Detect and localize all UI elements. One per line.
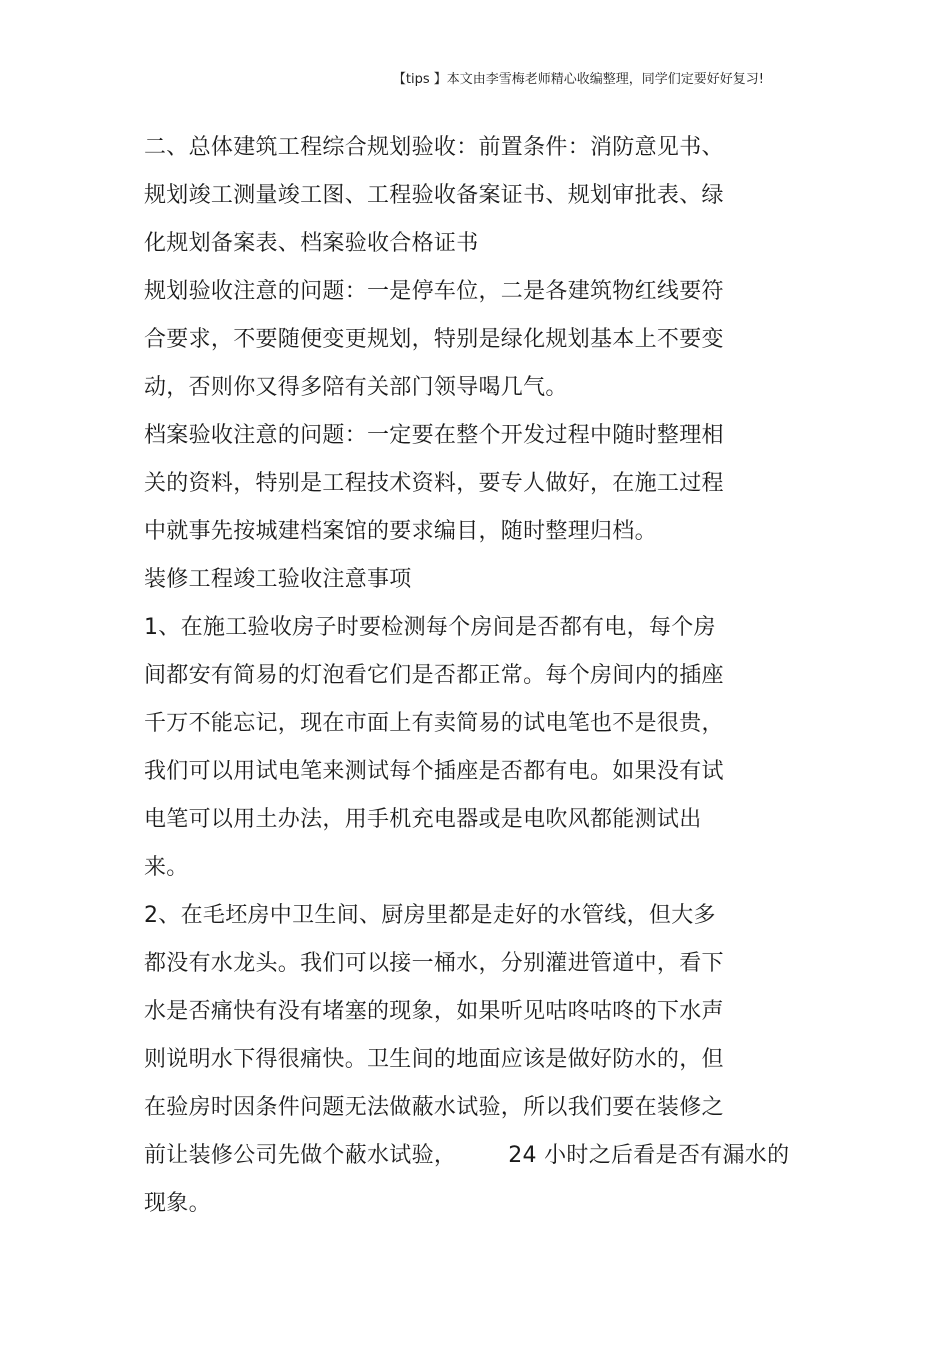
text-line: 千万不能忘记，现在市面上有卖简易的试电笔也不是很贵， bbox=[144, 711, 724, 736]
text-line: 档案验收注意的问题：一定要在整个开发过程中随时整理相 bbox=[144, 423, 724, 448]
text-line: 都没有水龙头。我们可以接一桶水，分别灌进管道中，看下 bbox=[144, 951, 724, 976]
text-line: 关的资料，特别是工程技术资料，要专人做好，在施工过程 bbox=[144, 471, 724, 496]
text-line: 合要求，不要随便变更规划，特别是绿化规划基本上不要变 bbox=[144, 327, 724, 352]
text-line: 现象。 bbox=[144, 1191, 211, 1216]
text-line: 规划竣工测量竣工图、工程验收备案证书、规划审批表、绿 bbox=[144, 183, 724, 208]
text-line: 我们可以用试电笔来测试每个插座是否都有电。如果没有试 bbox=[144, 759, 724, 784]
text-line: 1、在施工验收房子时要检测每个房间是否都有电，每个房 bbox=[144, 615, 716, 640]
text-line: 水是否痛快有没有堵塞的现象，如果听见咕咚咕咚的下水声 bbox=[144, 999, 724, 1024]
text-segment: 前让装修公司先做个蔽水试验， bbox=[144, 1143, 457, 1168]
header-tips-note: 【tips 】本文由李雪梅老师精心收编整理，同学们定要好好复习! bbox=[392, 72, 764, 87]
text-line: 化规划备案表、档案验收合格证书 bbox=[144, 231, 479, 256]
text-line: 2、在毛坯房中卫生间、厨房里都是走好的水管线，但大多 bbox=[144, 903, 716, 928]
text-line: 来。 bbox=[144, 855, 189, 880]
text-segment: 24 小时之后看是否有漏水的 bbox=[508, 1143, 790, 1168]
section-heading: 装修工程竣工验收注意事项 bbox=[144, 567, 412, 592]
text-line: 规划验收注意的问题：一是停车位，二是各建筑物红线要符 bbox=[144, 279, 724, 304]
text-line: 动，否则你又得多陪有关部门领导喝几气。 bbox=[144, 375, 568, 400]
text-line bbox=[144, 1132, 804, 1180]
text-line: 中就事先按城建档案馆的要求编目，随时整理归档。 bbox=[144, 519, 657, 544]
document-body bbox=[144, 124, 804, 1228]
text-line: 则说明水下得很痛快。卫生间的地面应该是做好防水的，但 bbox=[144, 1047, 724, 1072]
text-line: 电笔可以用土办法，用手机充电器或是电吹风都能测试出 bbox=[144, 807, 702, 832]
text-line: 二、总体建筑工程综合规划验收：前置条件：消防意见书、 bbox=[144, 135, 724, 160]
text-line: 在验房时因条件问题无法做蔽水试验，所以我们要在装修之 bbox=[144, 1095, 724, 1120]
text-line: 间都安有简易的灯泡看它们是否都正常。每个房间内的插座 bbox=[144, 663, 724, 688]
